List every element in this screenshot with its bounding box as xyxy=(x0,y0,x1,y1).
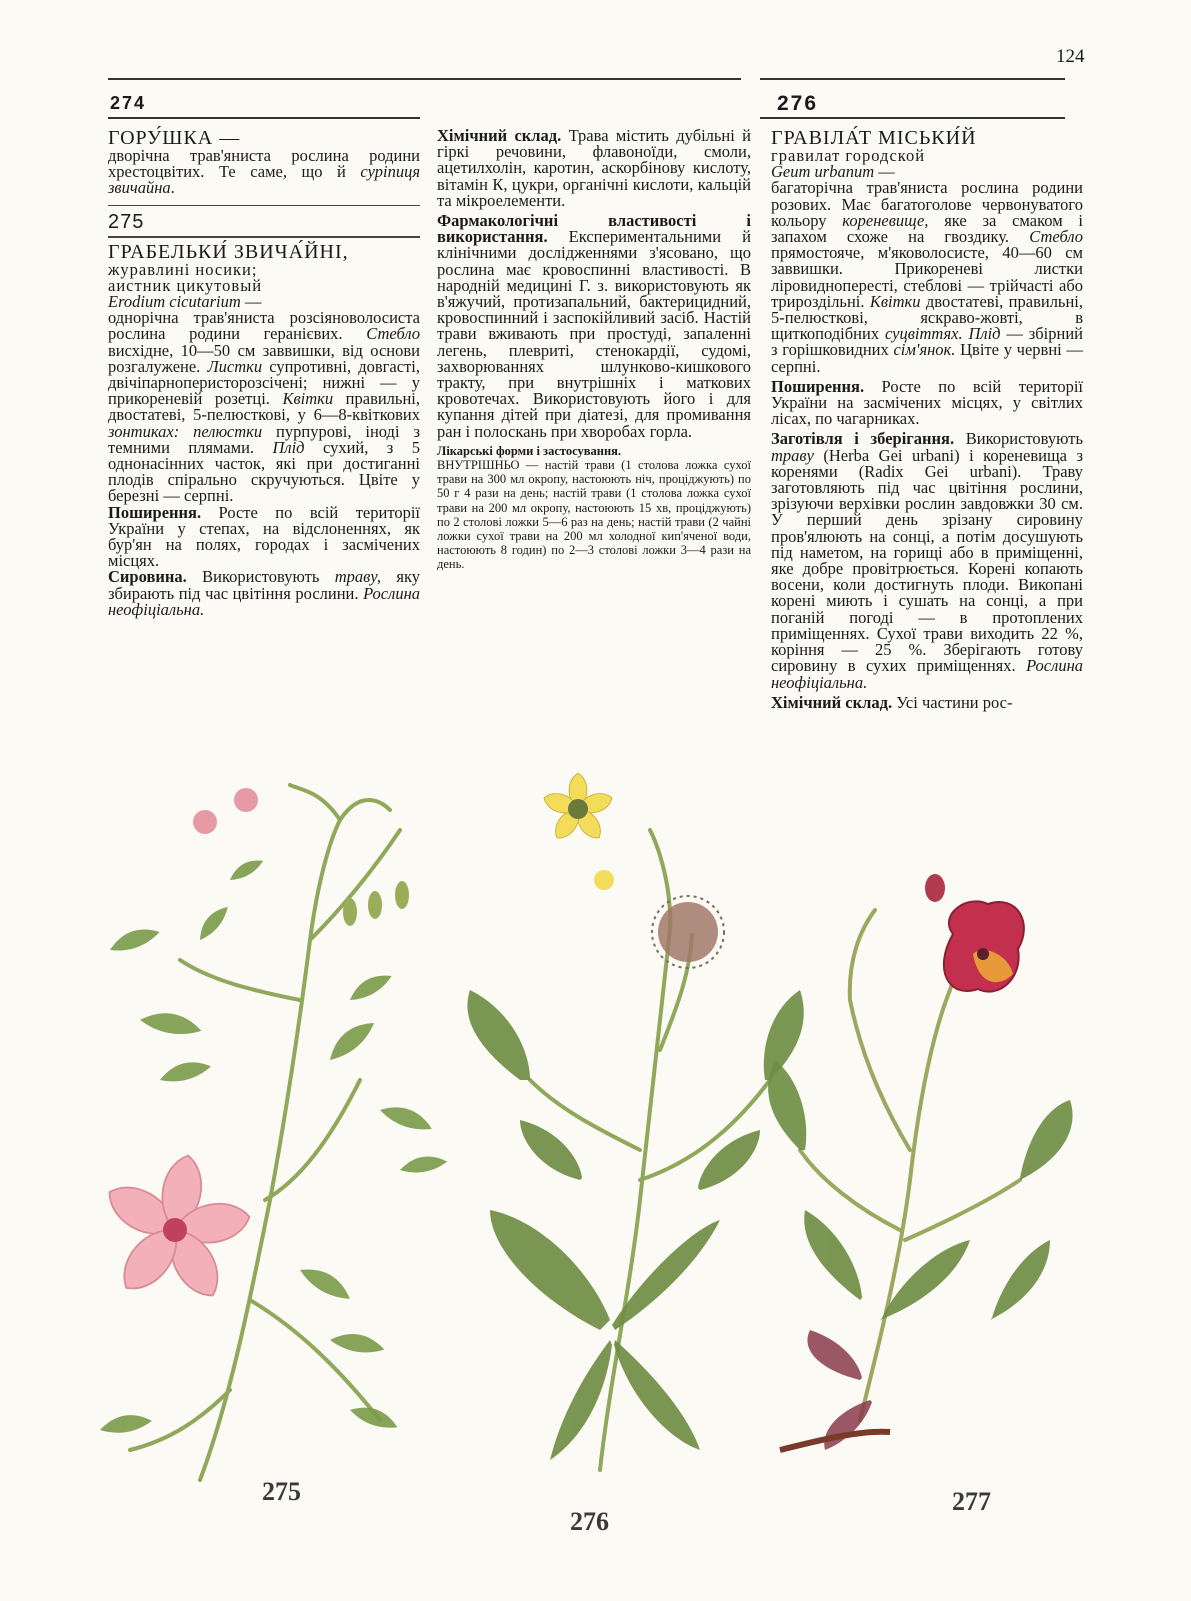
text: Цвіте у червні — серпні. xyxy=(771,340,1083,376)
entry-274-end: . xyxy=(170,178,175,198)
entry-274-title: ГОРУ́ШКА — xyxy=(108,127,241,149)
column-3 xyxy=(771,128,1083,711)
entry-275-alt2: аистник цикутовый xyxy=(108,275,263,295)
entry-274-ref: суріпиця звичайна xyxy=(108,162,420,198)
entry-276-spread xyxy=(771,376,1083,429)
section-label: Поширення. xyxy=(108,502,202,522)
text: сухий, з 5 однонасінних часток, які при достиганні плодів спірально скручуються. Цвіте у березні — серпні. xyxy=(108,437,420,506)
text: яке за смаком і запахом схоже на гвоздику. xyxy=(771,210,1083,247)
text: Використовують xyxy=(186,567,335,587)
text: висхідне, 10—50 см заввишки, від основи розгалужене. xyxy=(108,340,420,376)
section-label: Хімічний склад. xyxy=(771,692,893,712)
plate-label-276: 276 xyxy=(570,1507,609,1536)
section-label: Поширення. xyxy=(771,376,865,396)
plate-276 xyxy=(467,773,803,1470)
text: Усі частини рос- xyxy=(892,692,1013,712)
entry-276-chem xyxy=(771,692,1083,712)
entry-276-title: ГРАВІЛА́Т МІСЬКИ́Й xyxy=(771,127,977,149)
header-rule-left xyxy=(108,78,741,80)
divider xyxy=(108,205,420,207)
header-rule-right-2 xyxy=(760,117,1065,119)
text: кореневище, xyxy=(842,210,929,230)
entry-275-title: ГРАБЕЛЬКИ́ ЗВИЧА́ЙНІ, xyxy=(108,240,349,263)
entry-number-275: 275 xyxy=(108,211,145,234)
text: суцвіттях. xyxy=(884,324,963,344)
entry-number-274: 274 xyxy=(110,93,147,113)
text: Експериментальними й клінічними дослідженнями з'ясовано, що рослина має кровоспинні властивості. В народній медицині Г. з. використовують як в'яжучий, протизапальний, бактерицидний, кровоспинний і заспокійливий засіб. Настій трави вживають при простуді, запаленні легень, плевриті, стенокардії, судомі, захворюваннях шлунково-кишкового тракту, при внутрішніх і маткових кровотечах. Використовують його і для купання дітей при діатезі, для промивання ран і полоскань при хворобах горла. xyxy=(437,227,751,441)
plate-label-277: 277 xyxy=(952,1487,991,1516)
text: Росте по всій території України у степах, на відслоненнях, як бур'ян на полях, городах і засмічених місцях. xyxy=(108,502,420,571)
text: правильні, двостатеві, 5-пелюсткові, у 6—8-квіткових xyxy=(108,389,420,425)
section-label: Хімічний склад. xyxy=(437,126,562,145)
text: Листки xyxy=(207,356,263,376)
entry-276-alt1: гравилат городской xyxy=(771,146,926,165)
text: траву xyxy=(771,445,814,465)
section-label: Фармакологічні властивості і використання. xyxy=(437,211,751,247)
text: Трава містить дубільні й гіркі речовини, флавоноїди, смоли, ацетилхолін, каротин, аскорбінову кислоту, вітамін К, цукри, органічні кислоти, кальцій та мікроелементи. xyxy=(437,126,751,210)
text: Плід xyxy=(272,437,305,457)
plate-275 xyxy=(98,785,448,1480)
text: багаторічна трав'яниста рослина родини розових. Має багатоголове червонуватого кольору xyxy=(771,178,1083,230)
page-number: 124 xyxy=(1056,46,1085,67)
text: Плід xyxy=(968,324,1001,344)
forms-text: ВНУТРІШНЬО — настій трави (1 столова ложка сухої трави на 300 мл окропу, настоюють ніч, проціджують) по 50 г 4 рази на день; настій трави (1 столова ложка сухої трави на 200 мл окропу, настоюють 15 хв, проціджують) по 2 столові ложки 5—6 раз на день; настій трави (2 чайні ложки сухої трави на 200 мл холодної кип'яченої води, настоюють 8 годин) по 2—3 столові ложки 3—4 рази на день. xyxy=(437,458,751,572)
text: прямостояче, м'яковолосисте, 40—60 см заввишки. Прикореневі листки ліровиднопересті, стеблові — трійчасті або трироздільні. xyxy=(771,243,1083,311)
text: Використовують xyxy=(954,429,1084,449)
plate-label-275: 275 xyxy=(262,1477,301,1506)
text: Рослина неофіціальна. xyxy=(771,656,1083,692)
entry-275-alt1: журавлині носики; xyxy=(108,259,258,279)
column-2 xyxy=(437,128,751,572)
botanical-illustrations xyxy=(0,760,1191,1580)
column-1 xyxy=(108,128,420,618)
dash: — xyxy=(874,162,895,182)
text: двостатеві, правильні, 5-пелюсткові, яскраво-жовті, в щиткоподібних xyxy=(771,291,1083,344)
text: супротивні, довгасті, двічіпарноперисторозсічені; нижні — у прикореневій розетці. xyxy=(108,356,420,409)
section-label: Сировина. xyxy=(108,567,187,587)
entry-275-spread xyxy=(108,502,420,571)
header-rule-right xyxy=(760,78,1065,80)
chem-section xyxy=(437,128,751,209)
plate-277 xyxy=(768,874,1072,1450)
entry-276-description xyxy=(771,180,1083,374)
dash: — xyxy=(240,292,262,312)
forms-label xyxy=(437,444,751,458)
text: — збірний з горішковидних xyxy=(771,324,1083,360)
divider xyxy=(108,236,420,238)
entry-275-raw xyxy=(108,569,420,618)
text: (Herba Gei urbani) і кореневища з коренями (Radix Gei urbani). Траву заготовляють під час цвітіння рослини, зрізуючи верхівки рослин завдовжки 30 см. У перший день зрізану сировину пров'ялюють на сонці, а потім досушують під наметом, на горищі або в приміщенні, яке добре провітрюється. Корені копають восени, коли достигнуть плоди. Викопані корені миють і сушать на сонці, а при поганій погоді — в протоплених приміщеннях. Сухої трави виходить 22 %, коріння — 25 %. Зберігають готову сировину в сухих приміщеннях. xyxy=(771,445,1083,676)
section-label: Лікарські форми і застосування. xyxy=(437,443,622,458)
section-label: Заготівля і зберігання. xyxy=(771,429,955,449)
text: Квітки xyxy=(282,389,334,409)
pharm-section xyxy=(437,213,751,440)
text: Рослина неофіціальна. xyxy=(108,583,420,619)
text: Стебло xyxy=(366,324,420,344)
entry-274-text xyxy=(108,148,420,197)
text: сім'янок. xyxy=(893,340,956,360)
entry-276-harvest xyxy=(771,431,1083,690)
text: Стебло xyxy=(1029,227,1083,247)
text: однорічна трав'яниста розсіяноволосиста рослина родини геранієвих. xyxy=(108,308,420,344)
text: Росте по всій території України на засмічених місцях, у світлих лісах, по чагарниках. xyxy=(771,376,1083,429)
text: зонтиках: пелюстки xyxy=(108,421,263,441)
text: пурпурові, іноді з темними плямами. xyxy=(108,421,420,457)
header-rule-left-2 xyxy=(108,117,420,119)
text: траву, xyxy=(334,567,381,587)
entry-275-description xyxy=(108,310,420,504)
entry-274-desc: дворічна трав'яниста рослина родини хрестоцвітих. Те саме, що й xyxy=(108,146,420,182)
text: яку збирають під час цвітіння рослини. xyxy=(108,567,420,603)
entry-number-276: 276 xyxy=(777,92,819,115)
latin-name: Geum urbanum xyxy=(771,162,875,182)
text: Квітки xyxy=(869,291,921,311)
latin-name: Erodium cicutarium xyxy=(108,292,241,312)
